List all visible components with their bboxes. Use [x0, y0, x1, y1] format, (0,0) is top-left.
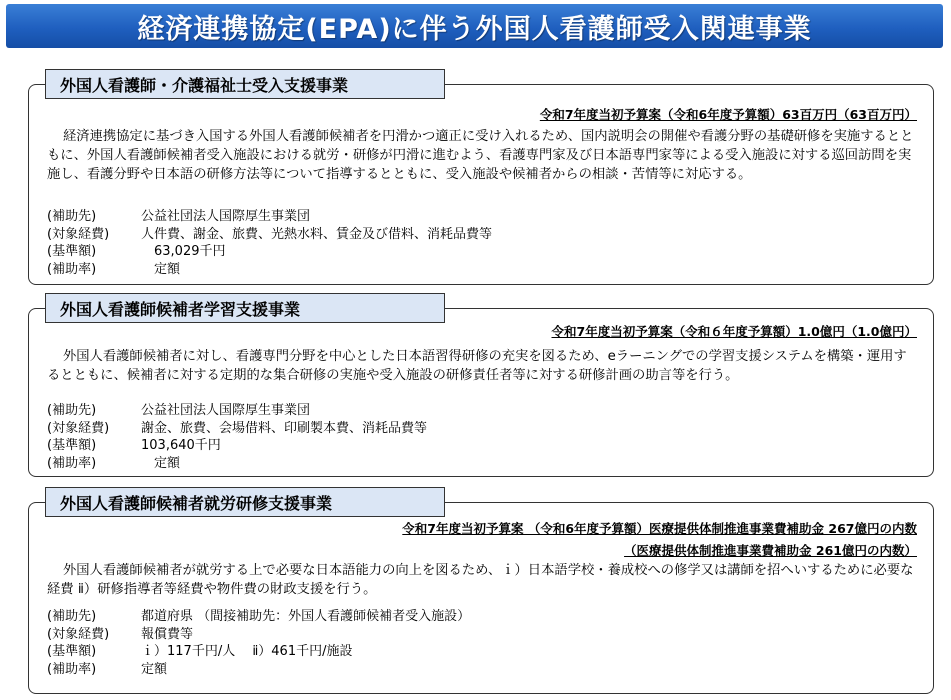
info-row-subsidy-rate	[47, 661, 470, 679]
info-value: 人件費、謝金、旅費、光熱水料、賃金及び借料、消耗品費等	[141, 226, 493, 242]
info-label: (基準額)	[47, 438, 97, 453]
info-label: (対象経費)	[47, 626, 110, 642]
info-label: (補助先)	[47, 403, 97, 418]
page-title: 経済連携協定(EPA)に伴う外国人看護師受入関連事業	[137, 13, 812, 45]
info-label: (補助率)	[47, 455, 97, 471]
section-candidate-employment-training-support	[28, 493, 934, 694]
info-row-subsidy-recipient	[47, 208, 492, 226]
info-list	[47, 608, 470, 678]
section-description: 経済連携協定に基づき入国する外国人看護師候補者を円滑かつ適正に受け入れるため、国内説明会の開催や看護分野の基礎研修を実施するとともに、外国人看護師候補者受入施設における就労・研修が円滑に進むよう、看護専門家及び日本語専門家等による受入施設に対する巡回訪問を実施し、看護分野や日本語の研修方法等について指導するとともに、受入施設や候補者からの相談・苦情等に対応する。	[47, 129, 914, 182]
info-row-base-amount	[47, 243, 492, 261]
info-label: (補助率)	[47, 261, 97, 277]
section-candidate-learning-support	[28, 299, 934, 477]
info-row-subsidy-rate	[47, 261, 492, 279]
info-value: 103,640千円	[141, 438, 221, 453]
info-value: 公益社団法人国際厚生事業団	[141, 209, 311, 224]
info-row-subsidy-rate	[47, 455, 427, 473]
info-value: 定額	[141, 661, 168, 677]
section-description: 外国人看護師候補者が就労する上で必要な日本語能力の向上を図るため、ｉ）日本語学校・養成校への修学又は講師を招へいするために必要な経費 ⅱ）研修指導者等経費や物件費の財政支援を行う。	[47, 563, 914, 597]
info-value: 63,029千円	[141, 244, 226, 259]
info-row-base-amount	[47, 643, 470, 661]
info-value: 都道府県 （間接補助先：外国人看護師候補者受入施設）	[141, 609, 471, 624]
info-row-base-amount	[47, 437, 427, 455]
page-title-banner	[6, 4, 943, 48]
info-label: (基準額)	[47, 644, 97, 659]
section-title: 外国人看護師候補者学習支援事業	[60, 299, 301, 319]
info-row-subsidy-recipient	[47, 608, 470, 626]
section-description: 外国人看護師候補者に対し、看護専門分野を中心とした日本語習得研修の充実を図るため、eラーニングでの学習支援システムを構築・運用するとともに、候補者に対する定期的な集合研修の実施や受入施設の研修責任者等に対する研修計画の助言等を行う。	[47, 349, 907, 383]
info-row-subsidy-recipient	[47, 402, 427, 420]
section-title-tab	[45, 487, 445, 517]
info-label: (対象経費)	[47, 226, 110, 242]
info-value: 謝金、旅費、会場借料、印刷製本費、消耗品費等	[141, 420, 428, 436]
section-title-tab	[45, 293, 445, 323]
info-row-covered-expenses	[47, 420, 427, 438]
info-row-covered-expenses	[47, 226, 492, 244]
section-nurse-care-worker-support	[28, 75, 934, 285]
info-label: (基準額)	[47, 244, 97, 259]
info-label: (補助先)	[47, 209, 97, 224]
info-label: (対象経費)	[47, 420, 110, 436]
budget-line: 令和7年度当初予算案（令和６年度予算額）1.0億円（1.0億円）	[551, 324, 917, 339]
info-value: 定額	[141, 455, 181, 471]
section-title-tab	[45, 69, 445, 99]
info-list	[47, 402, 427, 472]
info-value: 報償費等	[141, 626, 194, 642]
info-label: (補助先)	[47, 609, 97, 624]
budget-line: 令和7年度当初予算案 （令和6年度予算額）医療提供体制推進事業費補助金 267億円の内数	[402, 521, 917, 536]
section-title: 外国人看護師・介護福祉士受入支援事業	[60, 75, 349, 95]
budget-line: （医療提供体制推進事業費補助金 261億円の内数）	[624, 543, 917, 558]
info-value: ｉ）117千円/人 ⅱ）461千円/施設	[141, 644, 353, 659]
info-list	[47, 208, 492, 278]
info-label: (補助率)	[47, 661, 97, 677]
info-value: 定額	[141, 261, 181, 277]
info-value: 公益社団法人国際厚生事業団	[141, 403, 311, 418]
info-row-covered-expenses	[47, 626, 470, 644]
section-title: 外国人看護師候補者就労研修支援事業	[60, 493, 333, 513]
budget-line: 令和7年度当初予算案（令和6年度予算額）63百万円（63百万円）	[539, 107, 917, 122]
